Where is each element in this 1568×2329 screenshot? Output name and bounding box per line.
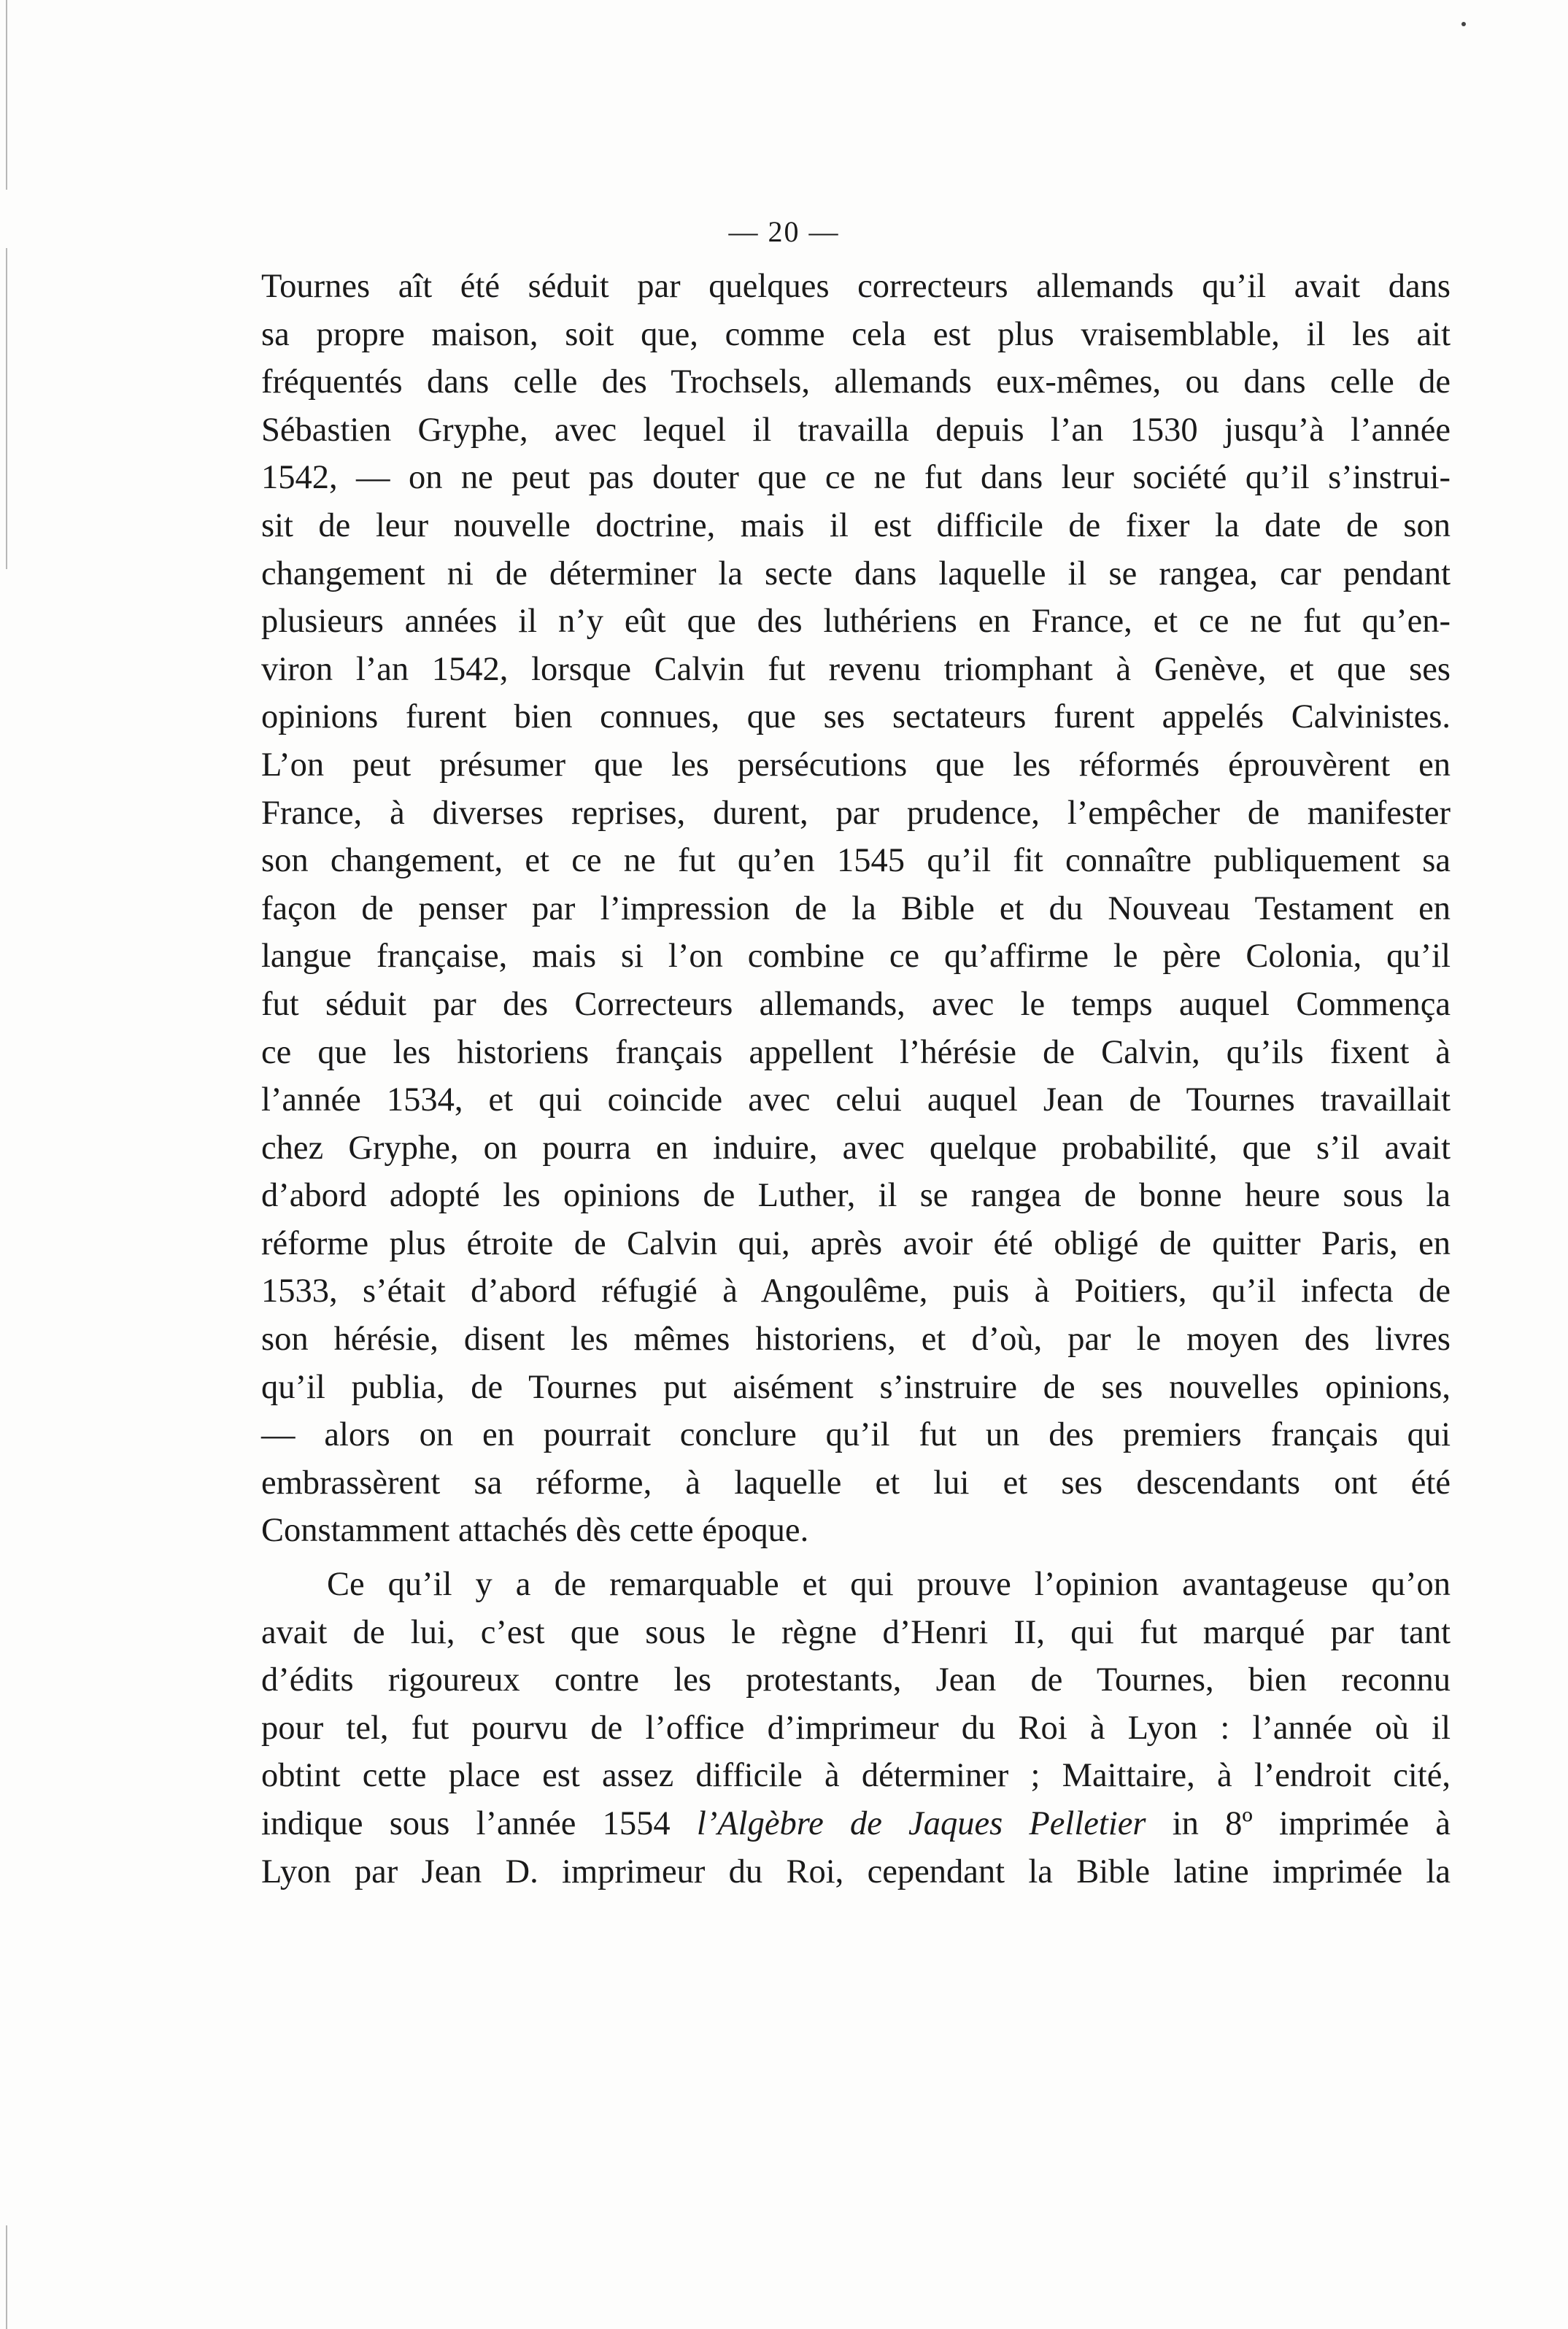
text-line: sit de leur nouvelle doctrine, mais il est difficile de fixer la date de son [261, 506, 1451, 544]
text-line: Tournes aît été séduit par quelques correcteurs allemands qu’il avait dans [261, 268, 1451, 305]
text-line: avait de lui, c’est que sous le règne d’Henri II, qui fut marqué par tant [261, 1613, 1451, 1651]
text-line: d’abord adopté les opinions de Luther, il se rangea de bonne heure sous la [261, 1177, 1451, 1215]
text-line: chez Gryphe, on pourra en induire, avec quelque probabilité, que s’il avait [261, 1129, 1451, 1167]
text-line: langue française, mais si l’on combine ce qu’affirme le père Colonia, qu’il [261, 938, 1451, 976]
page-edge-line [6, 2225, 7, 2329]
page-edge-line [6, 248, 7, 569]
body-text [261, 263, 1451, 1896]
text-line: son changement, et ce ne fut qu’en 1545 qu’il fit connaître publiquement sa [261, 842, 1451, 880]
text-line: — alors on en pourrait conclure qu’il fut un des premiers français qui [261, 1416, 1451, 1454]
text-line: 1533, s’était d’abord réfugié à Angoulême, puis à Poitiers, qu’il infecta de [261, 1272, 1451, 1310]
text-line: embrassèrent sa réforme, à laquelle et lui et ses descendants ont été [261, 1464, 1451, 1502]
text-line: ce que les historiens français appellent l’hérésie de Calvin, qu’ils fixent à [261, 1033, 1451, 1071]
text-line: plusieurs années il n’y eût que des luthériens en France, et ce ne fut qu’en- [261, 603, 1451, 641]
paragraph-1 [261, 263, 1451, 1555]
text-line: qu’il publia, de Tournes put aisément s’instruire de ses nouvelles opinions, [261, 1368, 1451, 1406]
text-line: son hérésie, disent les mêmes historiens, et d’où, par le moyen des livres [261, 1321, 1451, 1359]
text-line: fréquentés dans celle des Trochsels, allemands eux-mêmes, ou dans celle de [261, 363, 1451, 401]
text-line: façon de penser par l’impression de la Bible et du Nouveau Testament en [261, 889, 1451, 927]
page-number: — 20 — [728, 215, 840, 248]
text-line: changement ni de déterminer la secte dans laquelle il se rangea, car pendant [261, 555, 1451, 592]
text-line: France, à diverses reprises, durent, par prudence, l’empêcher de manifester [261, 794, 1451, 832]
text-line: Ce qu’il y a de remarquable et qui prouve l’opinion avantageuse qu’on [327, 1566, 1451, 1604]
text-line: Lyon par Jean D. imprimeur du Roi, cependant la Bible latine imprimée la [261, 1853, 1451, 1890]
text-line: fut séduit par des Correcteurs allemands, avec le temps auquel Commença [261, 985, 1451, 1023]
text-segment: indique sous l’année 1554 [261, 1805, 671, 1842]
text-line: opinions furent bien connues, que ses sectateurs furent appelés Calvinistes. [261, 698, 1451, 736]
paragraph-2 [261, 1561, 1451, 1896]
paragraph-gap [261, 1555, 1451, 1561]
text-line: viron l’an 1542, lorsque Calvin fut revenu triomphant à Genève, et que ses [261, 650, 1451, 688]
text-line: Constamment attachés dès cette époque. [261, 1512, 809, 1550]
text-line: L’on peut présumer que les persécutions que les réformés éprouvèrent en [261, 746, 1451, 784]
text-line-with-italic [261, 1800, 1451, 1848]
text-line: l’année 1534, et qui coincide avec celui auquel Jean de Tournes travaillait [261, 1081, 1451, 1119]
page-edge-line [6, 0, 7, 190]
text-line: 1542, — on ne peut pas douter que ce ne fut dans leur société qu’il s’instrui- [261, 459, 1451, 497]
text-line: d’édits rigoureux contre les protestants, Jean de Tournes, bien reconnu [261, 1661, 1451, 1699]
text-line: sa propre maison, soit que, comme cela est plus vraisemblable, il les ait [261, 315, 1451, 353]
text-line: réforme plus étroite de Calvin qui, après avoir été obligé de quitter Paris, en [261, 1224, 1451, 1262]
text-segment: in 8º imprimée à [1172, 1805, 1451, 1842]
text-line: Sébastien Gryphe, avec lequel il travailla depuis l’an 1530 jusqu’à l’année [261, 411, 1451, 449]
book-title-italic: l’Algèbre de Jaques Pelletier [696, 1805, 1146, 1842]
text-line: obtint cette place est assez difficile à déterminer ; Maittaire, à l’endroit cité, [261, 1757, 1451, 1795]
text-line: pour tel, fut pourvu de l’office d’imprimeur du Roi à Lyon : l’année où il [261, 1709, 1451, 1747]
ink-speck [1461, 22, 1466, 26]
